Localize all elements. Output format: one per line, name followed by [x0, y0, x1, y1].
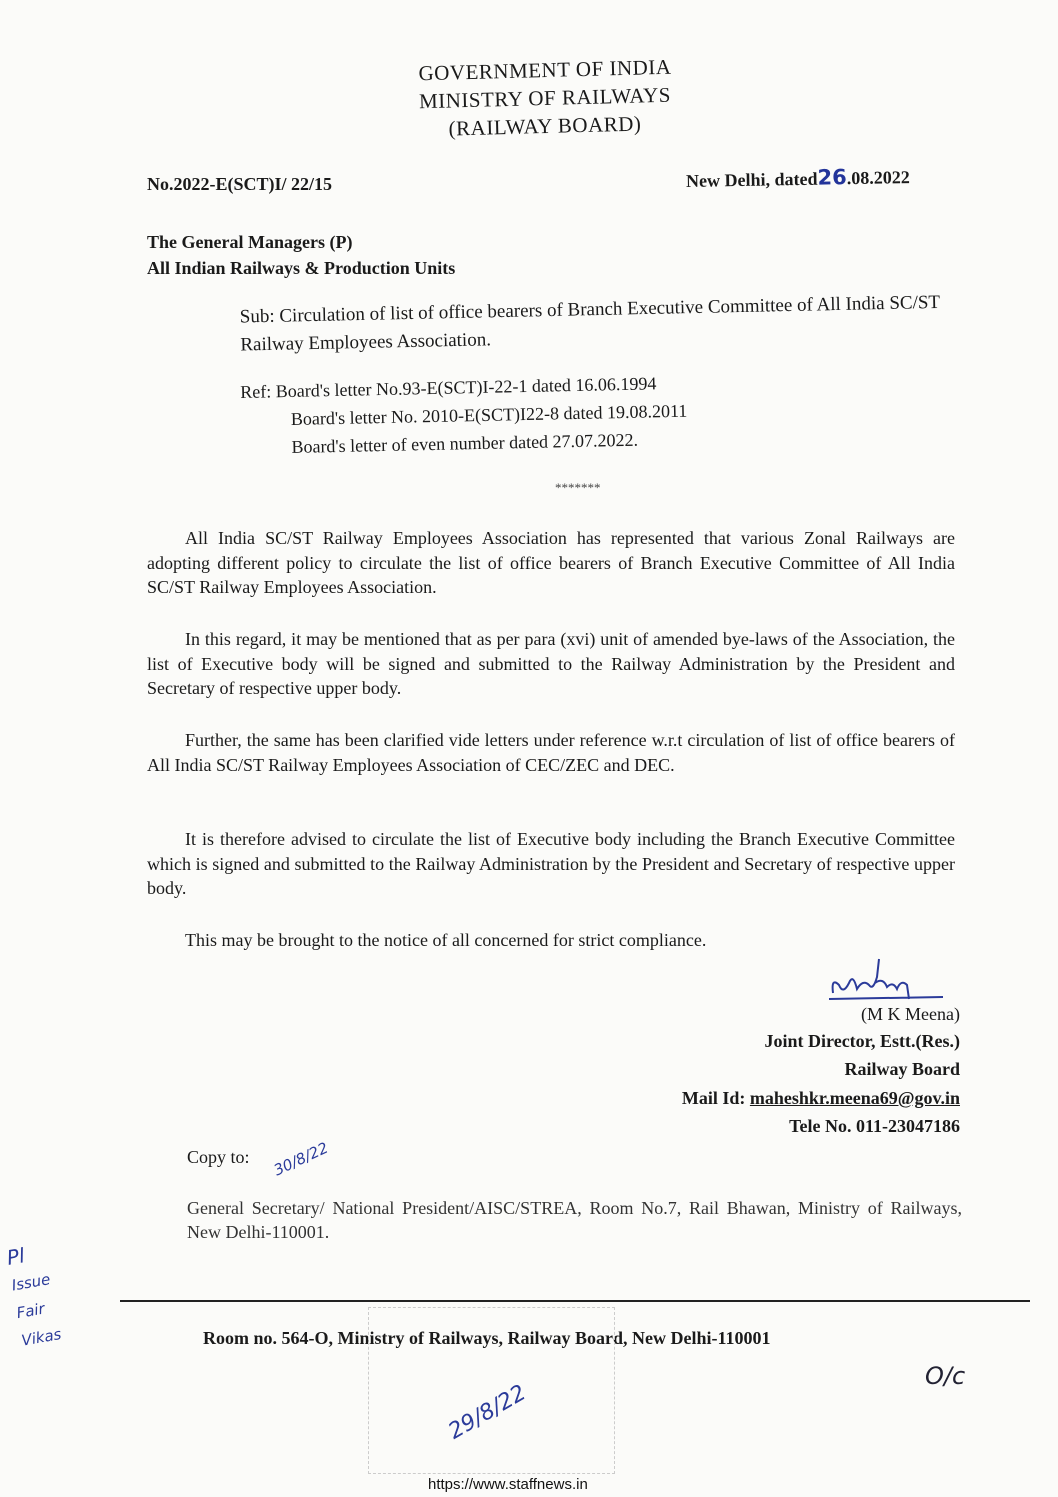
watermark-url: https://www.staffnews.in — [428, 1476, 588, 1493]
copy-initials: 30/8/22 — [270, 1138, 331, 1180]
margin-note: Fair — [15, 1299, 47, 1323]
date-suffix: .08.2022 — [846, 167, 910, 189]
mail-link[interactable]: maheshkr.meena69@gov.in — [749, 1088, 960, 1108]
date-prefix: New Delhi, dated — [685, 168, 818, 191]
letter-number: No.2022-E(SCT)I/ 22/15 — [147, 174, 333, 194]
header-line-1: GOVERNMENT OF INDIA — [418, 54, 672, 86]
mail-label: Mail Id: — [681, 1088, 746, 1108]
subject — [239, 288, 958, 359]
stamp-date: 29/8/22 — [444, 1380, 531, 1445]
addressee-line-2: All Indian Railways & Production Units — [147, 258, 456, 278]
copy-to-label: Copy to: — [187, 1147, 250, 1167]
signatory-mail — [682, 1088, 960, 1109]
paragraph-1: All India SC/ST Railway Employees Association has represented that various Zonal Railways are adopting different policy to circulate the list of office bearers of Branch Executive Committee of All India SC/ST Railway Employees Association. — [147, 528, 955, 597]
header-line-2: MINISTRY OF RAILWAYS — [418, 82, 672, 114]
signatory-tele: Tele No. 011-23047186 — [789, 1116, 960, 1136]
signatory-designation: Joint Director, Estt.(Res.) — [764, 1031, 960, 1051]
footer-divider — [120, 1300, 1030, 1302]
reference-item: Board's letter No. 2010-E(SCT)I22-8 dated 19.08.2011 — [290, 400, 688, 429]
paragraph-3: Further, the same has been clarified vide letters under reference w.r.t circulation of list of office bearers of All India SC/ST Railway Employees Association of CEC/ZEC and DEC. — [147, 730, 973, 775]
header-line-3: (RAILWAY BOARD) — [448, 111, 642, 141]
date-day-handwritten: 26 — [817, 165, 847, 190]
letter-date — [686, 164, 910, 192]
footer-address: Room no. 564-O, Ministry of Railways, Railway Board, New Delhi-110001 — [203, 1328, 771, 1348]
reference — [240, 369, 688, 462]
paragraph-5: This may be brought to the notice of all concerned for strict compliance. — [185, 930, 707, 950]
receipt-stamp — [368, 1307, 615, 1474]
copy-recipient: General Secretary/ National President/AISC/STREA, Room No.7, Rail Bhawan, Ministry of Railways, New Delhi-110001. — [187, 1198, 962, 1242]
reference-label: Ref: — [240, 381, 272, 402]
signatory-name: (M K Meena) — [861, 1004, 960, 1024]
oc-note: O/c — [925, 1362, 966, 1390]
reference-item: Board's letter No.93-E(SCT)I-22-1 dated 16.06.1994 — [275, 373, 657, 402]
subject-text: Circulation of list of office bearers of Branch Executive Committee of All India SC/ST Railway Employees Association. — [240, 291, 940, 356]
separator: ******* — [555, 480, 601, 495]
margin-notes — [5, 1237, 64, 1354]
paragraph-4: It is therefore advised to circulate the list of Executive body including the Branch Executive Committee which is signed and submitted to the Railway Administration by the President and Secretary of respective upper body. — [147, 829, 955, 898]
margin-note: Issue — [10, 1270, 52, 1295]
reference-item: Board's letter of even number dated 27.07.2022. — [291, 429, 639, 457]
margin-note: Pl — [4, 1243, 27, 1270]
subject-label: Sub: — [239, 305, 275, 328]
signatory-office: Railway Board — [844, 1059, 960, 1079]
addressee — [147, 229, 455, 281]
signature — [825, 955, 945, 1003]
paragraph-2: In this regard, it may be mentioned that as per para (xvi) unit of amended bye-laws of the Association, the list of Executive body will be signed and submitted to the Railway Administration by the President and Secretary of respective upper body. — [147, 629, 955, 698]
signature-scribble-icon — [825, 955, 945, 1003]
margin-note: Vikas — [20, 1325, 63, 1350]
addressee-line-1: The General Managers (P) — [147, 232, 353, 252]
